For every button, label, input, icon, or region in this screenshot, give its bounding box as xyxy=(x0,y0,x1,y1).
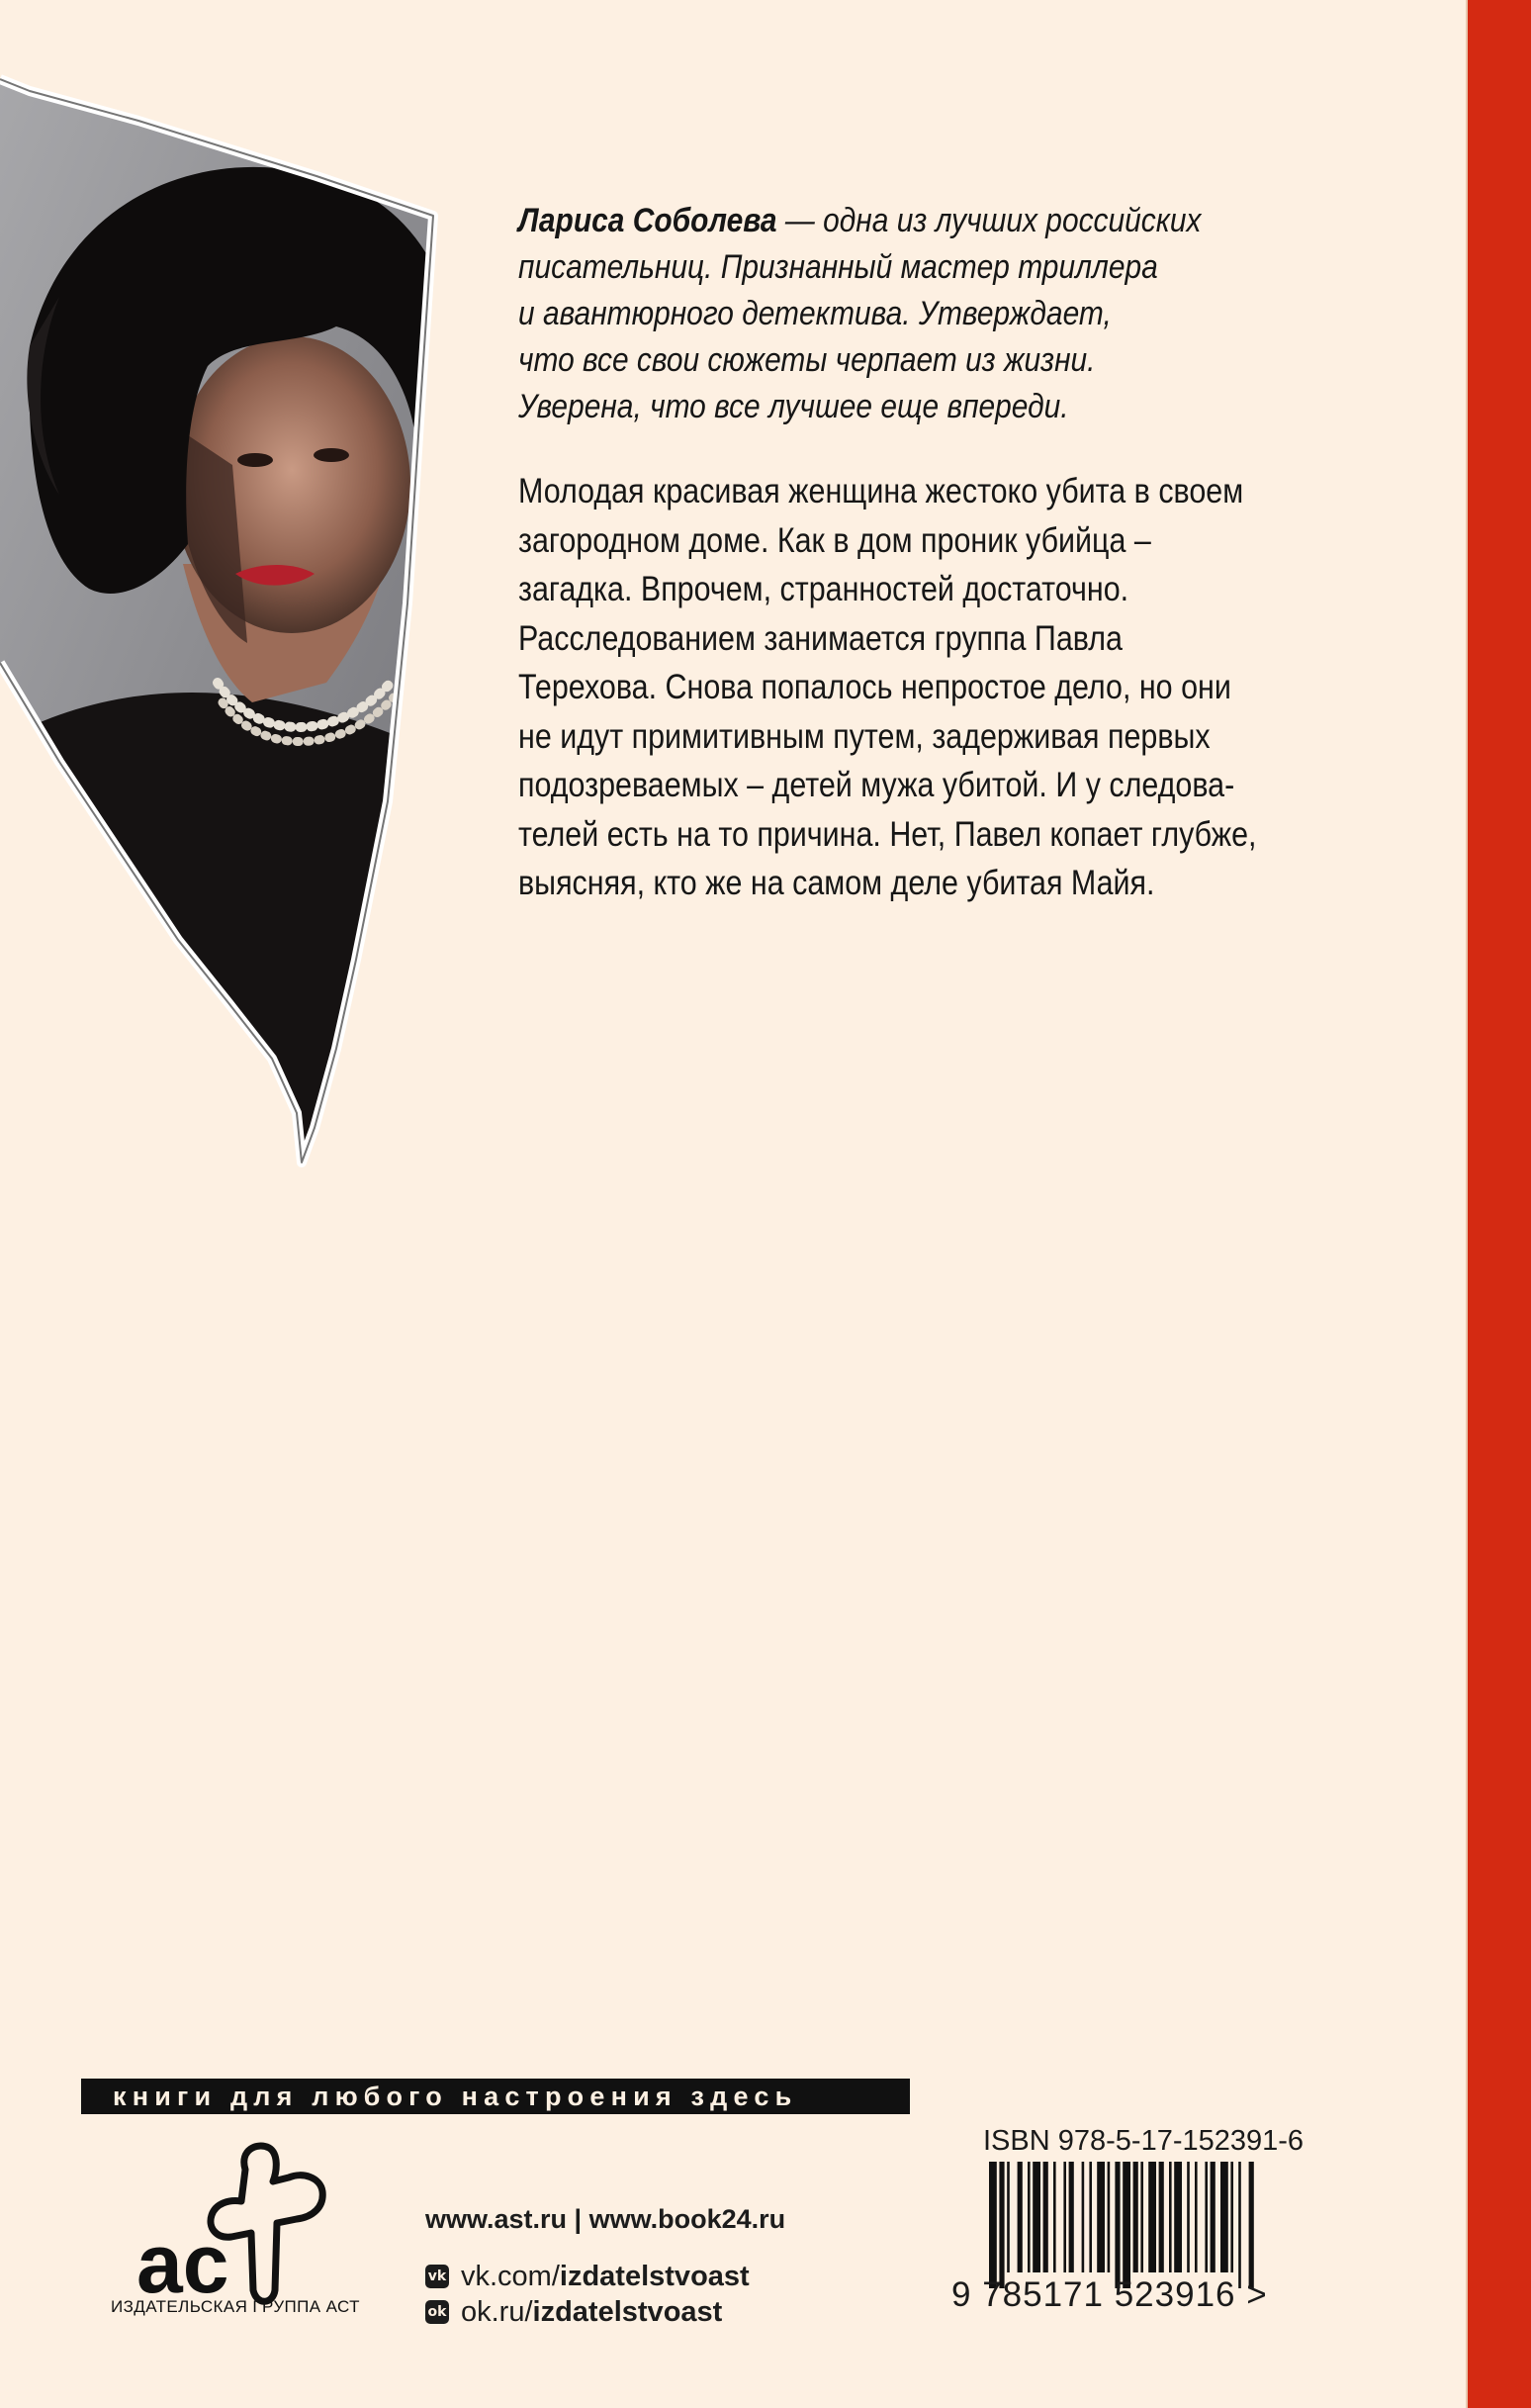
barcode-bar xyxy=(1115,2162,1120,2288)
bio-line: писательниц. Признанный мастер триллера xyxy=(518,248,1158,286)
ok-link-prefix: ok.ru/ xyxy=(461,2296,533,2328)
description-line: Терехова. Снова попалось непростое дело, но они xyxy=(518,668,1231,706)
barcode-bar xyxy=(1028,2162,1031,2272)
author-bio xyxy=(518,198,1215,430)
bio-line: что все свои сюжеты черпает из жизни. xyxy=(518,341,1096,379)
barcode-bar xyxy=(1108,2162,1111,2272)
publisher-caption: ИЗДАТЕЛЬСКАЯ ГРУППА АСТ xyxy=(111,2297,360,2316)
description-line: Расследованием занимается группа Павла xyxy=(518,618,1123,658)
ok-link-handle: izdatelstvoast xyxy=(532,2296,723,2328)
author-photo xyxy=(0,49,455,1187)
ok-icon: ok xyxy=(425,2300,449,2324)
vk-link[interactable] xyxy=(425,2259,785,2294)
barcode-digits: 9 785171 523916 > xyxy=(951,2275,1268,2314)
description-line: не идут примитивным путем, задерживая первых xyxy=(518,716,1211,756)
barcode-bar xyxy=(1230,2162,1233,2272)
vk-icon: vk xyxy=(425,2265,449,2288)
barcode-bar xyxy=(1220,2162,1228,2272)
barcode-bar xyxy=(1174,2162,1182,2272)
isbn-label: ISBN 978-5-17-152391-6 xyxy=(983,2125,1305,2157)
bio-line: Уверена, что все лучшее еще впереди. xyxy=(518,388,1069,425)
description-line: Молодая красивая женщина жестоко убита в своем xyxy=(518,472,1244,510)
ok-link[interactable] xyxy=(425,2294,785,2330)
description-line: загадка. Впрочем, странностей достаточно. xyxy=(518,570,1129,608)
vk-link-prefix: vk.com/ xyxy=(461,2261,560,2292)
barcode-bar xyxy=(1018,2162,1023,2272)
publisher-contacts xyxy=(425,2201,785,2330)
description-line: загородном доме. Как в дом проник убийца – xyxy=(518,520,1151,560)
bio-line-text: — одна из лучших российских xyxy=(776,202,1202,239)
barcode-bar xyxy=(1187,2162,1190,2272)
barcode-bar xyxy=(1211,2162,1216,2272)
barcode-bar xyxy=(1097,2162,1105,2272)
barcode-bar xyxy=(1033,2162,1040,2272)
author-name: Лариса Соболева xyxy=(518,202,777,239)
barcode-bar xyxy=(1133,2162,1138,2272)
description-line: выясняя, кто же на самом деле убитая Майя. xyxy=(518,864,1155,902)
description-line: телей есть на то причина. Нет, Павел копает глубже, xyxy=(518,814,1257,854)
barcode-bar xyxy=(1123,2162,1130,2288)
websites-link[interactable]: www.ast.ru | www.book24.ru xyxy=(425,2204,786,2234)
barcode-bar xyxy=(1063,2162,1066,2272)
barcode-bar xyxy=(1140,2162,1143,2272)
barcode-bar xyxy=(1089,2162,1092,2272)
publisher-tagline: книги для любого настроения здесь xyxy=(81,2079,910,2114)
spine-edge-line xyxy=(1466,0,1468,2408)
description-line: подозреваемых – детей мужа убитой. И у следова- xyxy=(518,766,1235,804)
bio-line xyxy=(518,198,1215,244)
barcode-bar xyxy=(1249,2162,1254,2288)
book-description xyxy=(518,467,1257,908)
barcode-bar xyxy=(1043,2162,1048,2272)
barcode-bar xyxy=(989,2162,997,2288)
red-spine-stripe xyxy=(1468,0,1531,2408)
bio-line: и авантюрного детектива. Утверждает, xyxy=(518,295,1112,332)
ast-logo-letters: ас xyxy=(136,2217,229,2310)
barcode-bar xyxy=(1069,2162,1074,2272)
barcode-bar xyxy=(1169,2162,1172,2272)
barcode-bar xyxy=(1238,2162,1241,2288)
barcode-bar xyxy=(1082,2162,1085,2272)
barcode-bar xyxy=(1053,2162,1056,2272)
barcode-bar xyxy=(1205,2162,1208,2272)
barcode-bar xyxy=(1159,2162,1164,2272)
barcode-bar xyxy=(1148,2162,1156,2272)
barcode-bar xyxy=(1195,2162,1198,2272)
vk-link-handle: izdatelstvoast xyxy=(559,2261,750,2292)
barcode-bar xyxy=(999,2162,1004,2288)
barcode-bar xyxy=(1007,2162,1010,2272)
